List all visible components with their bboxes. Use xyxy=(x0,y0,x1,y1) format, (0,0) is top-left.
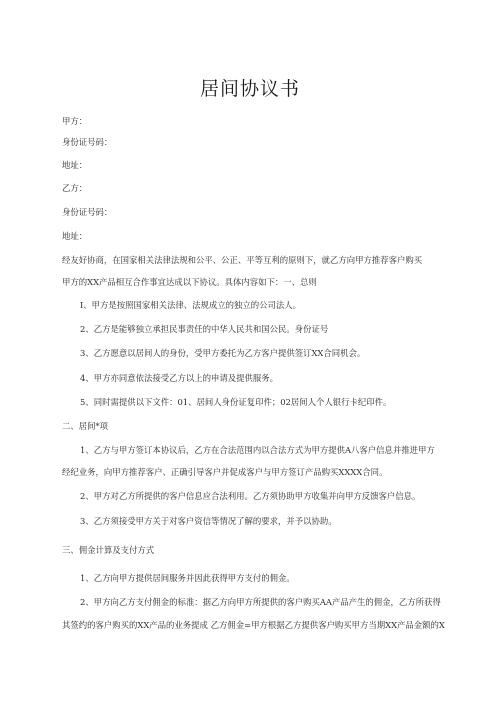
intro-paragraph-line-1: 经友好协商，在国家相关法律法规和公平、公正、平等互利的原则下，就乙方向甲方推荐客户购买 xyxy=(62,255,423,265)
intro-paragraph-line-2: 甲方的XX产品相互合作事宜达成以下协议。具体内容如下：一、总则 xyxy=(62,277,317,287)
party-b-address-label: 地址： xyxy=(62,231,88,241)
section-2-item-3: 3、乙方须接受甲方关于对客户资信等情况了解的要求，并予以协助。 xyxy=(80,516,337,526)
general-item-2: 2、乙方是能够独立承担民事责任的中华人民共和国公民。身份证号 xyxy=(80,324,329,334)
party-b-label: 乙方： xyxy=(62,183,88,193)
section-3-heading: 三、佣金计算及支付方式 xyxy=(62,545,155,555)
section-2-heading: 二、居间*项 xyxy=(62,421,109,431)
section-2-item-2: 2、甲方对乙方所提供的客户信息应合法利用。乙方须协助甲方收集并向甲方反馈客户信息。 xyxy=(80,491,421,501)
party-a-label: 甲方： xyxy=(62,116,88,126)
section-2-item-1-line-1: 1、乙方与甲方签订本协议后，乙方在合法范围内以合法方式为甲方提供A八客户信息并推进甲方 xyxy=(80,445,435,455)
general-item-3: 3、乙方愿意以居间人的身份，受甲方委托为乙方客户提供签订XX合同机会。 xyxy=(80,348,366,358)
party-b-id-label: 身份证号码： xyxy=(62,207,113,217)
section-2-item-1-line-2: 经纪业务，向甲方推荐客户、正确引导客户并促成客户与甲方签订产品购买XXXX合同。 xyxy=(62,467,388,477)
section-3-item-2-line-2: 其签约的客户购买的XX产品的业务提成 乙方佣金=甲方根据乙方提供客户购买甲方当期XX产品金额的X xyxy=(62,620,445,630)
document-title: 居间协议书 xyxy=(199,78,300,100)
general-item-1: I、甲方是按照国家相关法律、法规成立的独立的公司法人。 xyxy=(80,300,302,310)
general-item-5: 5、同时需提供以下文件：01、居间人身份证复印件；02居间人个人银行卡纪印件。 xyxy=(80,397,392,407)
section-3-item-2-line-1: 2、甲方向乙方支付佣金的标准：据乙方向甲方所提供的客户购买AA产品产生的佣金，乙方所获得 xyxy=(80,597,441,607)
party-a-address-label: 地址： xyxy=(62,160,88,170)
section-3-item-1: 1、乙方向甲方提供居间服务并因此获得甲方支付的佣金。 xyxy=(80,573,295,583)
general-item-4: 4、甲方亦同意依法接受乙方以上的申请及提供服务。 xyxy=(80,373,278,383)
party-a-id-label: 身份证号码： xyxy=(62,137,113,147)
